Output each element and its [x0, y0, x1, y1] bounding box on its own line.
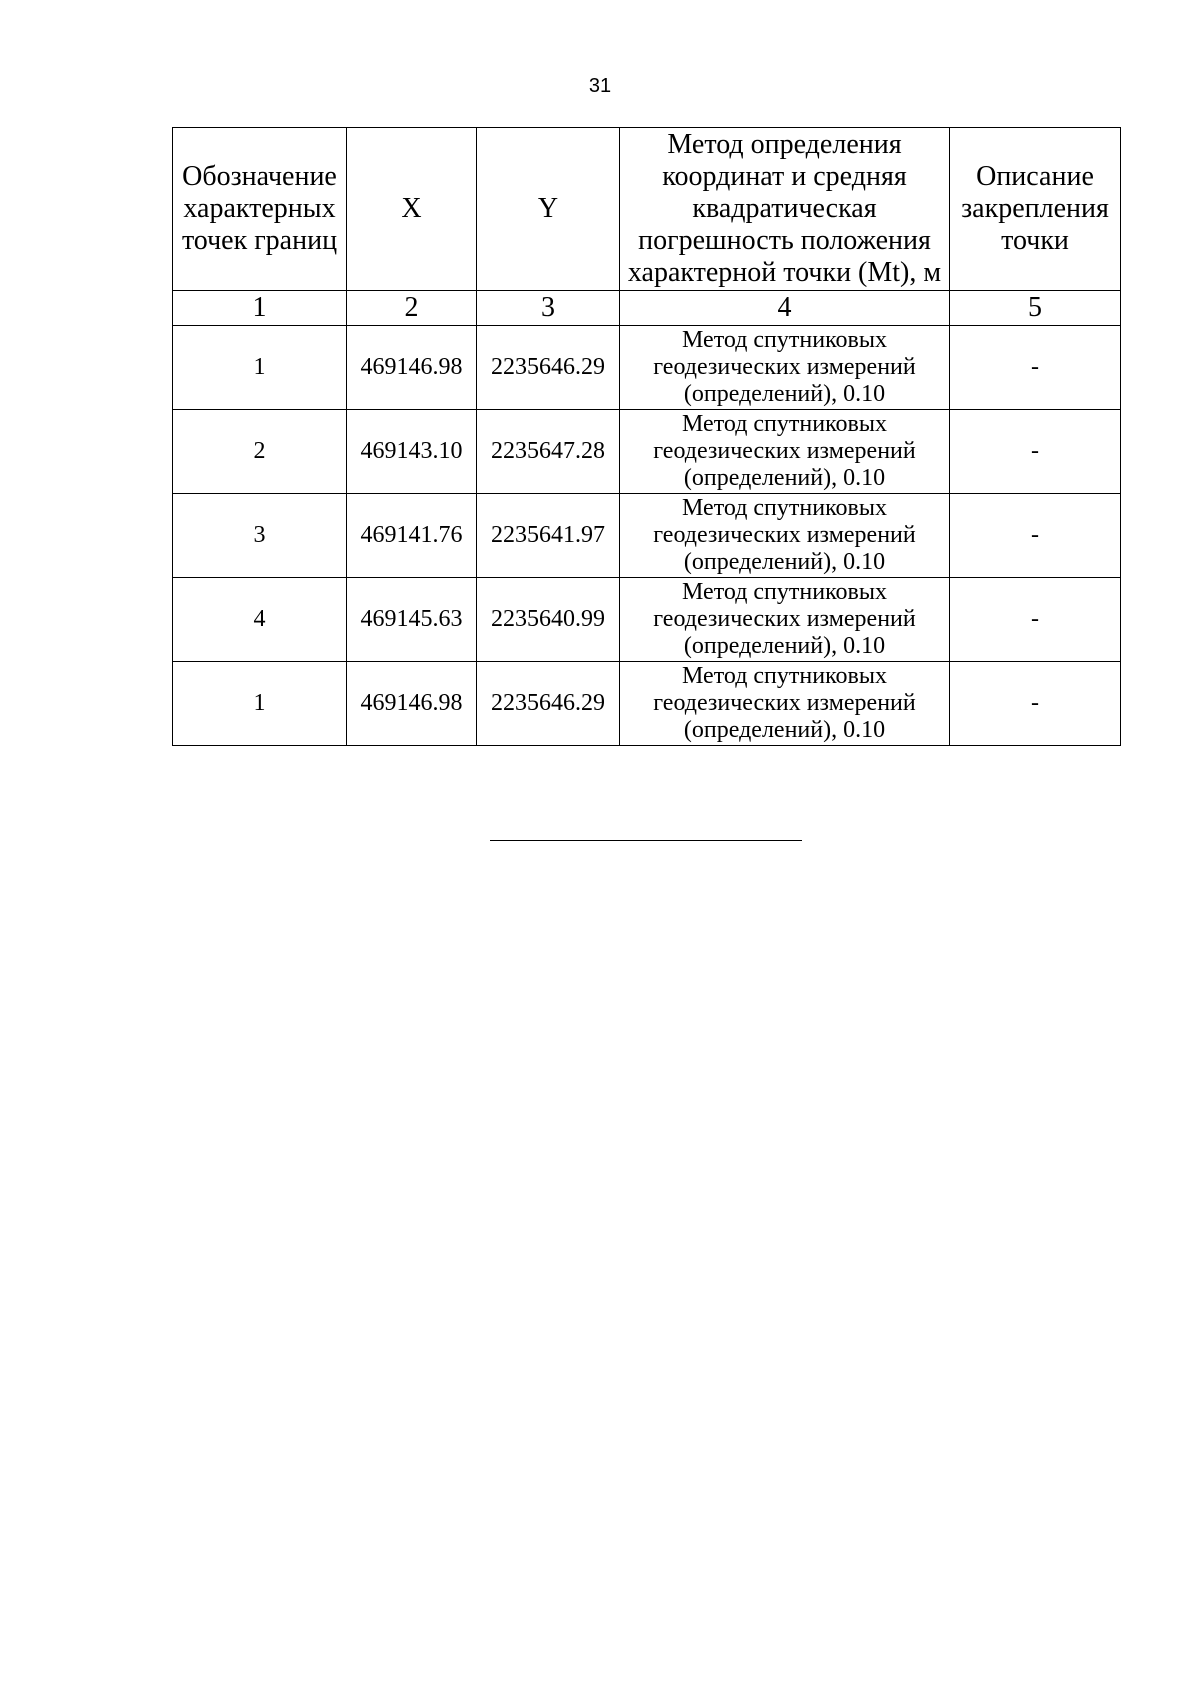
column-number: 5	[950, 291, 1121, 326]
x-cell: 469146.98	[347, 662, 477, 746]
column-number: 4	[620, 291, 950, 326]
column-number: 2	[347, 291, 477, 326]
column-number: 1	[173, 291, 347, 326]
description-cell: -	[950, 494, 1121, 578]
table-header-row	[173, 128, 1121, 291]
page-number: 31	[588, 75, 612, 97]
description-cell: -	[950, 326, 1121, 410]
description-cell: -	[950, 410, 1121, 494]
table-row	[173, 578, 1121, 662]
point-cell: 1	[173, 326, 347, 410]
table-row	[173, 662, 1121, 746]
coordinates-table	[172, 127, 1121, 746]
header-description: Описание закрепления точки	[950, 128, 1121, 291]
method-cell: Метод спутниковых геодезических измерений (определений), 0.10	[620, 326, 950, 410]
method-cell: Метод спутниковых геодезических измерений (определений), 0.10	[620, 494, 950, 578]
header-x: X	[347, 128, 477, 291]
method-cell: Метод спутниковых геодезических измерений (определений), 0.10	[620, 578, 950, 662]
column-number-row	[173, 291, 1121, 326]
description-cell: -	[950, 578, 1121, 662]
y-cell: 2235640.99	[477, 578, 620, 662]
y-cell: 2235641.97	[477, 494, 620, 578]
y-cell: 2235646.29	[477, 326, 620, 410]
table-row	[173, 326, 1121, 410]
x-cell: 469145.63	[347, 578, 477, 662]
point-cell: 2	[173, 410, 347, 494]
column-number: 3	[477, 291, 620, 326]
header-method: Метод определения координат и средняя квадратическая погрешность положения характерной точки (Mt), м	[620, 128, 950, 291]
point-cell: 3	[173, 494, 347, 578]
header-point-designation: Обозначение характерных точек границ	[173, 128, 347, 291]
table-row	[173, 410, 1121, 494]
description-cell: -	[950, 662, 1121, 746]
header-y: Y	[477, 128, 620, 291]
point-cell: 4	[173, 578, 347, 662]
method-cell: Метод спутниковых геодезических измерений (определений), 0.10	[620, 662, 950, 746]
y-cell: 2235647.28	[477, 410, 620, 494]
y-cell: 2235646.29	[477, 662, 620, 746]
x-cell: 469141.76	[347, 494, 477, 578]
x-cell: 469146.98	[347, 326, 477, 410]
table-row	[173, 494, 1121, 578]
point-cell: 1	[173, 662, 347, 746]
method-cell: Метод спутниковых геодезических измерений (определений), 0.10	[620, 410, 950, 494]
x-cell: 469143.10	[347, 410, 477, 494]
end-of-section-rule	[490, 840, 802, 841]
